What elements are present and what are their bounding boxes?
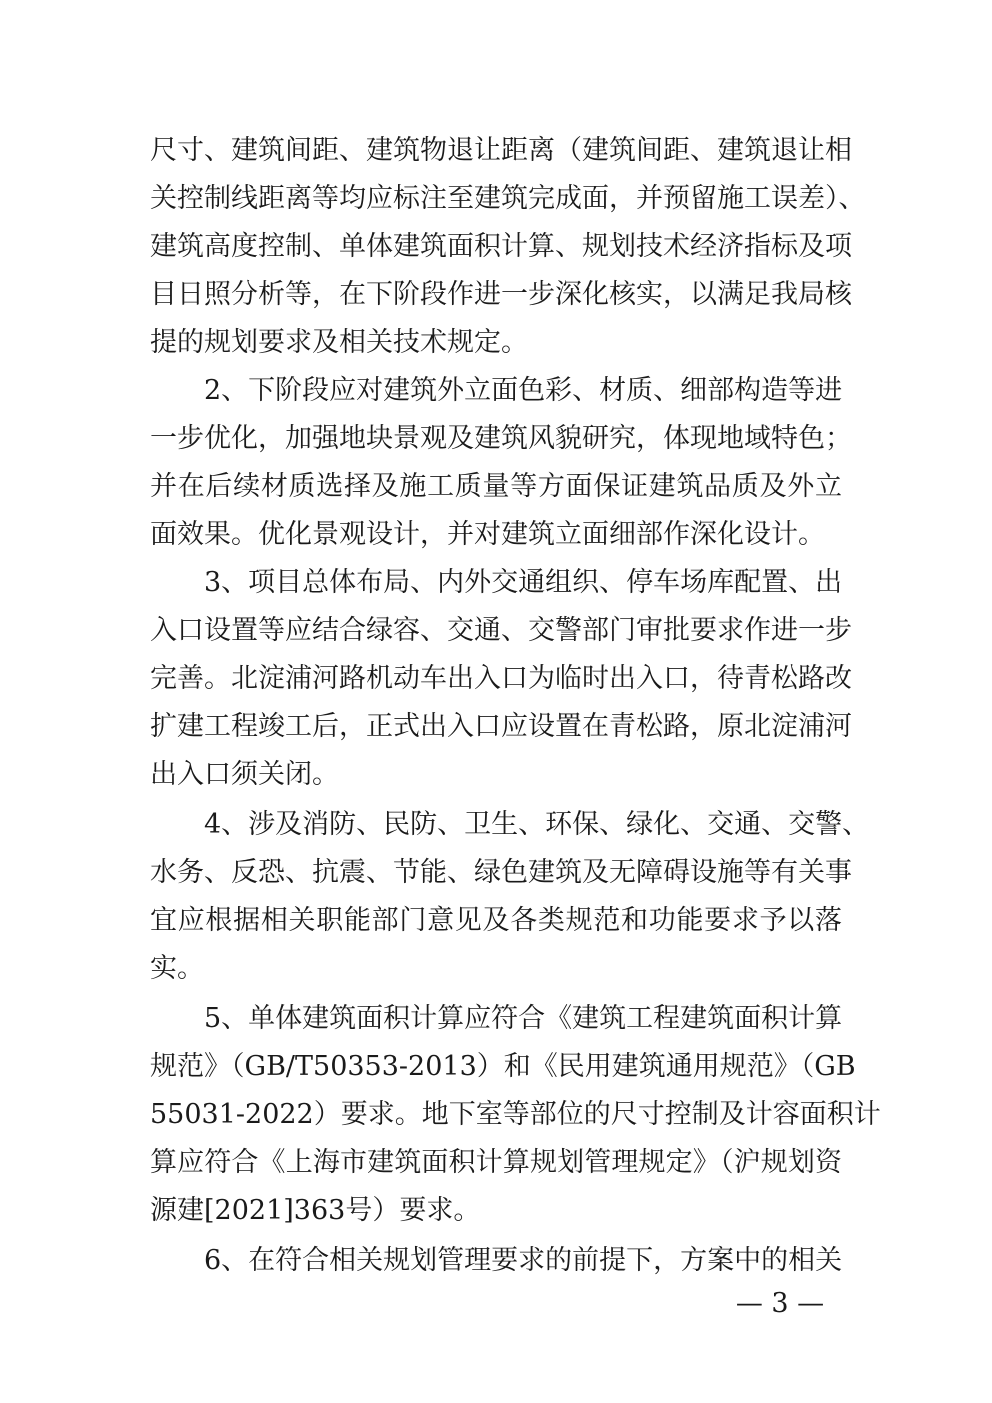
- paragraph-5-first-line: 5、单体建筑面积计算应符合《建筑工程建筑面积计算: [204, 1003, 843, 1034]
- text-line: 入口设置等应结合绿容、交通、交警部门审批要求作进一步: [150, 615, 852, 646]
- paragraph-3-first-line: 3、项目总体布局、内外交通组织、停车场库配置、出: [204, 567, 843, 598]
- text-line: 目日照分析等，在下阶段作进一步深化核实，以满足我局核: [150, 279, 852, 310]
- text-line: 源建[2021]363号）要求。: [150, 1195, 481, 1226]
- text-line: 完善。北淀浦河路机动车出入口为临时出入口，待青松路改: [150, 663, 852, 694]
- text-line: 算应符合《上海市建筑面积计算规划管理规定》（沪规划资: [150, 1147, 842, 1178]
- text-line: 55031-2022）要求。地下室等部位的尺寸控制及计容面积计: [150, 1099, 881, 1130]
- text-line: 规范》（GB/T50353-2013）和《民用建筑通用规范》（GB: [150, 1051, 856, 1082]
- paragraph-4-first-line: 4、涉及消防、民防、卫生、环保、绿化、交通、交警、: [204, 809, 870, 840]
- text-line: 提的规划要求及相关技术规定。: [150, 327, 528, 358]
- text-line: 宜应根据相关职能部门意见及各类规范和功能要求予以落: [150, 905, 842, 936]
- text-line: 一步优化，加强地块景观及建筑风貌研究，体现地域特色；: [150, 423, 852, 454]
- text-line: 水务、反恐、抗震、节能、绿色建筑及无障碍设施等有关事: [150, 857, 852, 888]
- paragraph-6-first-line: 6、在符合相关规划管理要求的前提下，方案中的相关: [204, 1245, 843, 1276]
- text-line: 出入口须关闭。: [150, 759, 339, 790]
- text-line: 建筑高度控制、单体建筑面积计算、规划技术经济指标及项: [150, 231, 852, 262]
- paragraph-2-first-line: 2、下阶段应对建筑外立面色彩、材质、细部构造等进: [204, 375, 843, 406]
- text-line: 扩建工程竣工后，正式出入口应设置在青松路，原北淀浦河: [150, 711, 852, 742]
- text-line: 尺寸、建筑间距、建筑物退让距离（建筑间距、建筑退让相: [150, 135, 852, 166]
- text-line: 面效果。优化景观设计，并对建筑立面细部作深化设计。: [150, 519, 825, 550]
- text-line: 实。: [150, 953, 204, 984]
- text-line: 并在后续材质选择及施工质量等方面保证建筑品质及外立: [150, 471, 842, 502]
- text-line: 关控制线距离等均应标注至建筑完成面，并预留施工误差）、: [150, 183, 866, 214]
- page-number: — 3 —: [735, 1288, 825, 1319]
